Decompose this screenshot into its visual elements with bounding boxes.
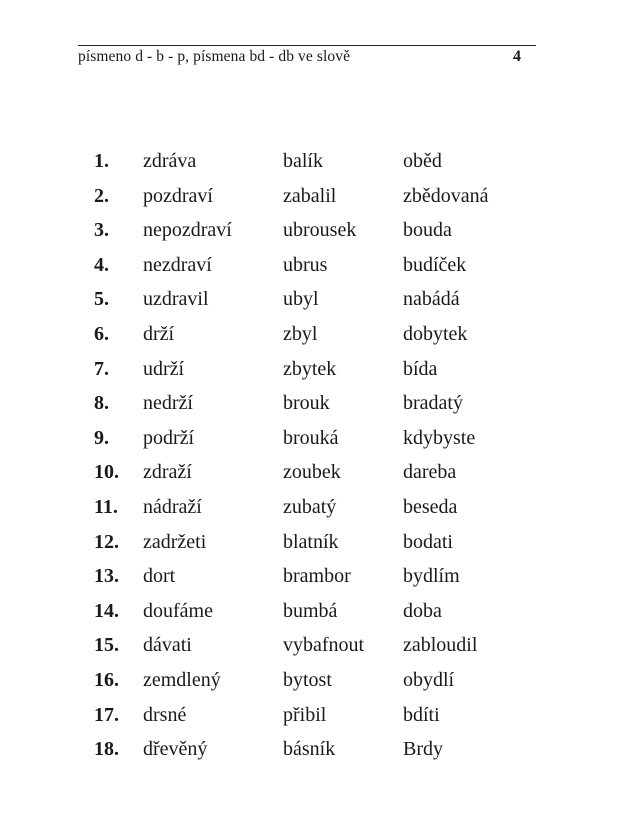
row-number: 17. bbox=[94, 703, 119, 726]
word-col-3: bdíti bbox=[403, 703, 440, 726]
word-row bbox=[0, 669, 636, 699]
word-col-3: nabádá bbox=[403, 288, 460, 311]
word-col-2: zoubek bbox=[283, 461, 341, 484]
word-col-1: zemdlený bbox=[143, 669, 221, 691]
word-col-1: udrží bbox=[143, 357, 185, 380]
row-number: 5. bbox=[94, 288, 109, 311]
word-col-2: blatník bbox=[283, 530, 339, 553]
word-row bbox=[0, 738, 636, 768]
row-number: 12. bbox=[94, 530, 119, 553]
row-number: 1. bbox=[94, 150, 109, 172]
word-col-3: oběd bbox=[403, 150, 442, 172]
word-col-2: zbytek bbox=[283, 357, 337, 380]
header-title: písmeno d - b - p, písmena bd - db ve slově bbox=[78, 48, 351, 65]
word-col-2: přibil bbox=[283, 703, 327, 726]
row-number: 13. bbox=[94, 565, 119, 588]
word-col-3: bída bbox=[403, 357, 438, 380]
word-row bbox=[0, 531, 636, 561]
word-col-2: ubrousek bbox=[283, 219, 357, 242]
word-col-2: brouk bbox=[283, 392, 330, 415]
word-col-3: bouda bbox=[403, 219, 452, 242]
row-number: 18. bbox=[94, 738, 119, 761]
word-col-2: zabalil bbox=[283, 184, 337, 207]
row-number: 11. bbox=[94, 496, 118, 518]
row-number: 4. bbox=[94, 253, 109, 276]
word-col-1: nezdraví bbox=[143, 253, 212, 276]
word-col-1: dávati bbox=[143, 634, 192, 657]
word-row bbox=[0, 565, 636, 595]
word-col-3: bradatý bbox=[403, 392, 463, 415]
word-col-1: podrží bbox=[143, 426, 195, 449]
word-col-1: dort bbox=[143, 565, 176, 588]
row-number: 15. bbox=[94, 634, 119, 657]
word-col-1: nádraží bbox=[143, 496, 202, 518]
word-col-1: doufáme bbox=[143, 599, 213, 622]
word-col-1: drsné bbox=[143, 703, 187, 726]
word-col-2: vybafnout bbox=[283, 634, 365, 657]
row-number: 10. bbox=[94, 461, 119, 484]
word-row bbox=[0, 496, 636, 526]
word-col-1: uzdravil bbox=[143, 288, 209, 311]
word-row bbox=[0, 427, 636, 457]
word-col-3: Brdy bbox=[403, 738, 443, 761]
word-row bbox=[0, 634, 636, 664]
word-col-2: básník bbox=[283, 738, 336, 761]
word-col-2: brambor bbox=[283, 565, 351, 588]
word-col-3: beseda bbox=[403, 496, 458, 518]
word-row bbox=[0, 704, 636, 734]
row-number: 9. bbox=[94, 426, 109, 449]
word-row bbox=[0, 323, 636, 353]
word-col-2: brouká bbox=[283, 426, 339, 449]
word-row bbox=[0, 600, 636, 630]
word-col-3: kdybyste bbox=[403, 426, 476, 449]
row-number: 7. bbox=[94, 357, 109, 380]
word-col-1: dřevěný bbox=[143, 738, 208, 761]
page-number: 4 bbox=[513, 48, 521, 65]
row-number: 8. bbox=[94, 392, 109, 415]
word-col-2: ubrus bbox=[283, 253, 328, 276]
word-col-3: zbědovaná bbox=[403, 184, 489, 207]
row-number: 2. bbox=[94, 184, 109, 207]
word-col-1: zdraží bbox=[143, 461, 192, 484]
word-row bbox=[0, 150, 636, 180]
word-col-1: nedrží bbox=[143, 392, 193, 415]
word-col-3: dobytek bbox=[403, 323, 468, 345]
word-row bbox=[0, 392, 636, 422]
word-col-2: ubyl bbox=[283, 288, 319, 311]
word-col-3: bydlím bbox=[403, 565, 460, 588]
word-col-3: doba bbox=[403, 599, 442, 622]
header-rule bbox=[78, 45, 536, 46]
row-number: 6. bbox=[94, 323, 109, 345]
row-number: 16. bbox=[94, 669, 119, 691]
word-col-3: zabloudil bbox=[403, 634, 478, 657]
word-col-3: obydlí bbox=[403, 669, 455, 691]
word-row bbox=[0, 185, 636, 215]
word-col-2: balík bbox=[283, 150, 323, 172]
word-col-1: zadržeti bbox=[143, 530, 207, 553]
word-col-2: bytost bbox=[283, 669, 332, 691]
word-col-2: zubatý bbox=[283, 496, 337, 518]
row-number: 3. bbox=[94, 219, 109, 242]
word-row bbox=[0, 358, 636, 388]
word-col-2: zbyl bbox=[283, 323, 318, 345]
word-row bbox=[0, 219, 636, 249]
word-row bbox=[0, 254, 636, 284]
word-col-3: budíček bbox=[403, 253, 467, 276]
word-row bbox=[0, 288, 636, 318]
word-row bbox=[0, 461, 636, 491]
word-col-3: dareba bbox=[403, 461, 457, 484]
word-col-3: bodati bbox=[403, 530, 453, 553]
word-col-1: zdráva bbox=[143, 150, 197, 172]
word-col-1: drží bbox=[143, 323, 175, 345]
word-col-1: nepozdraví bbox=[143, 219, 232, 242]
row-number: 14. bbox=[94, 599, 119, 622]
word-col-1: pozdraví bbox=[143, 184, 213, 207]
word-col-2: bumbá bbox=[283, 599, 338, 622]
